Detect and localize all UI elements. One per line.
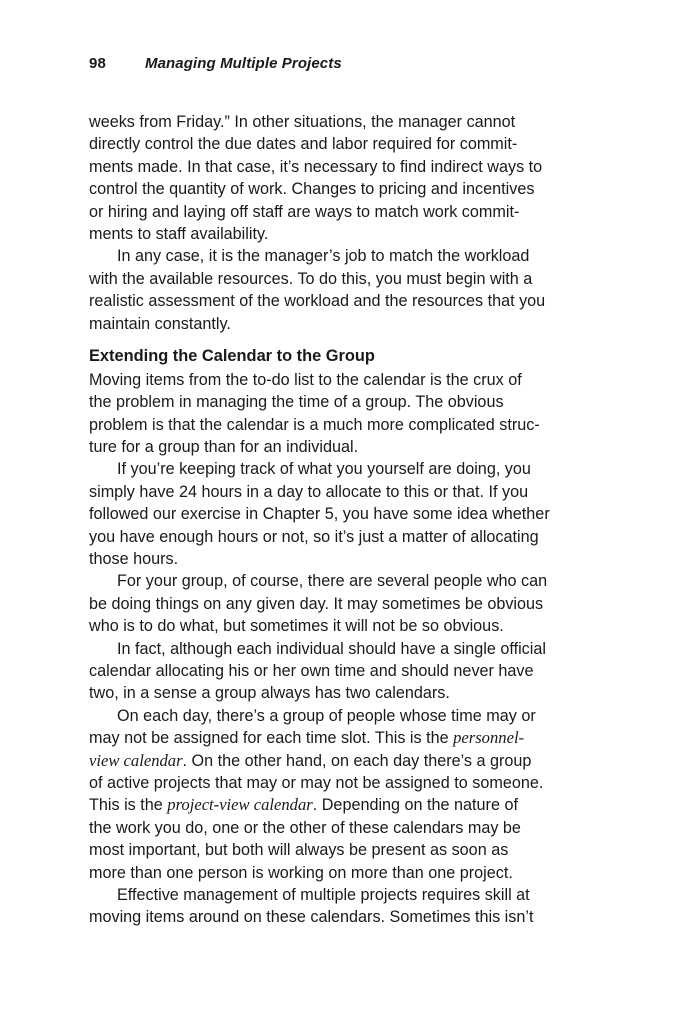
text-line: calendar allocating his or her own time and should never have — [89, 661, 534, 680]
page-number: 98 — [89, 55, 106, 72]
book-title: Managing Multiple Projects — [145, 55, 342, 72]
text-line: weeks from Friday.” In other situations, the manager cannot — [89, 113, 516, 131]
text-line: If you’re keeping track of what you yourself are doing, you — [117, 460, 531, 479]
text-line: ture for a group than for an individual. — [89, 438, 359, 457]
text-line: most important, but both will always be present as soon as — [89, 841, 509, 860]
text-line: realistic assessment of the workload and the resources that you — [89, 292, 546, 311]
text-line — [89, 750, 601, 772]
running-header — [89, 55, 342, 72]
text-line: of active projects that may or may not be assigned to someone. — [89, 773, 544, 792]
text-line: problem is that the calendar is a much more complicated struc- — [89, 415, 540, 434]
text-line: Moving items from the to-do list to the calendar is the crux of — [89, 370, 522, 389]
text-segment: . On the other hand, on each day there’s a group — [182, 751, 532, 770]
text-line: ments to staff availability. — [89, 224, 269, 243]
section-heading: Extending the Calendar to the Group — [89, 346, 375, 365]
text-line: ments made. In that case, it’s necessary to find indirect ways to — [89, 157, 543, 176]
text-line — [89, 727, 601, 749]
text-line: with the available resources. To do this, you must begin with a — [89, 269, 533, 288]
text-line: those hours. — [89, 550, 179, 569]
term-personnel-view: view calendar — [89, 750, 183, 770]
text-line: two, in a sense a group always has two calendars. — [89, 684, 450, 703]
body-text — [89, 111, 601, 929]
text-line: For your group, of course, there are several people who can — [117, 572, 548, 591]
text-segment: may not be assigned for each time slot. This is the — [89, 729, 454, 748]
text-line: In fact, although each individual should have a single official — [117, 639, 546, 658]
text-line: followed our exercise in Chapter 5, you have some idea whether — [89, 505, 550, 524]
text-line: the problem in managing the time of a group. The obvious — [89, 393, 504, 412]
text-line: maintain constantly. — [89, 314, 231, 333]
text-line: In any case, it is the manager’s job to match the workload — [117, 247, 530, 266]
text-line: be doing things on any given day. It may sometimes be obvious — [89, 594, 544, 613]
text-line: you have enough hours or not, so it’s just a matter of allocating — [89, 527, 539, 546]
text-line: Effective management of multiple projects requires skill at — [117, 885, 530, 904]
term-project-view: project-view calendar — [167, 795, 313, 815]
text-line: On each day, there’s a group of people whose time may or — [117, 706, 536, 725]
text-line: simply have 24 hours in a day to allocate to this or that. If you — [89, 482, 529, 501]
text-line: moving items around on these calendars. Sometimes this isn’t — [89, 908, 534, 927]
text-line: who is to do what, but sometimes it will not be so obvious. — [89, 617, 504, 636]
term-personnel-view: personnel- — [453, 728, 525, 748]
text-line — [89, 794, 601, 816]
text-line: the work you do, one or the other of these calendars may be — [89, 818, 521, 837]
text-line: more than one person is working on more than one project. — [89, 863, 513, 882]
text-segment: This is the — [89, 796, 168, 815]
text-segment: . Depending on the nature of — [312, 796, 518, 815]
text-line: or hiring and laying off staff are ways to match work commit- — [89, 202, 520, 221]
text-line: directly control the due dates and labor required for commit- — [89, 135, 518, 154]
text-line: control the quantity of work. Changes to pricing and incentives — [89, 180, 535, 199]
